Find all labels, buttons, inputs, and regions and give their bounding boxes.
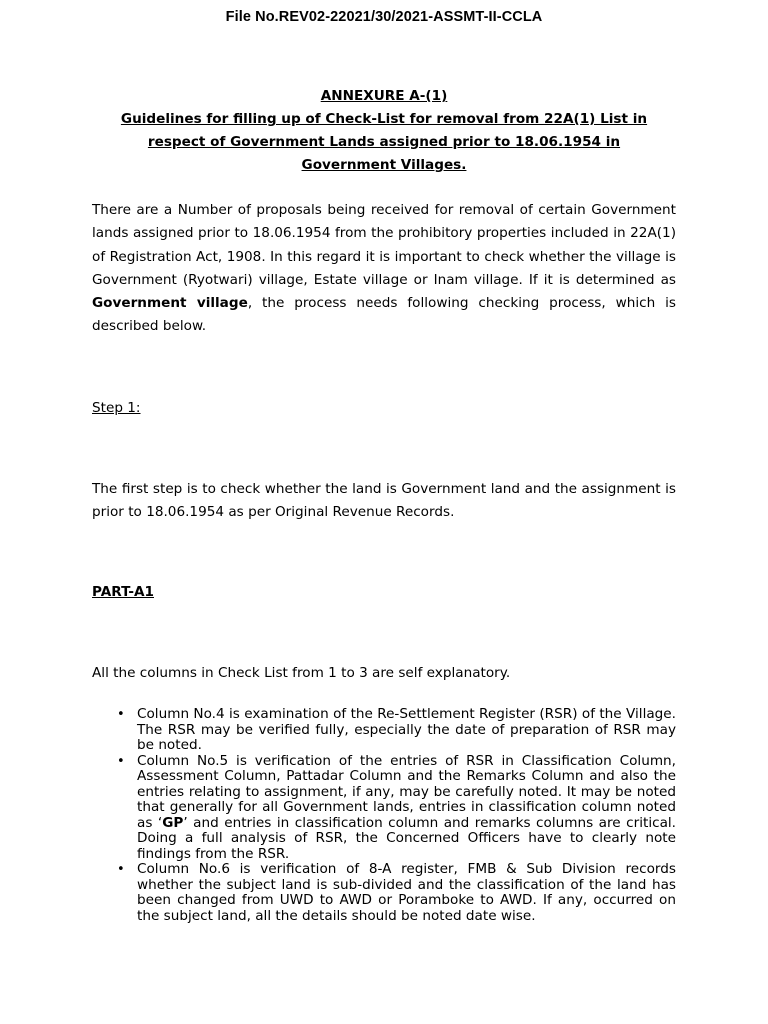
checklist-bullets: [117, 706, 676, 924]
intro-bold-term: Government village: [92, 295, 248, 312]
bullet-text: Column No.6 is verification of 8-A register, FMB & Sub Division records whether the subject land is sub-divided and the classification of the land has been changed from UWD to AWD or Poramboke to AWD. If any, occurred on the subject land, all the details should be noted date wise.: [137, 861, 676, 924]
part-a1-intro: All the columns in Check List from 1 to 3 are self explanatory.: [92, 665, 511, 681]
intro-paragraph: [92, 199, 676, 339]
bullet-text: Column No.4 is examination of the Re-Settlement Register (RSR) of the Village. The RSR may be verified fully, especially the date of preparation of RSR may be noted.: [137, 706, 676, 753]
bullet-text-before: Column No.5 is verification of the entries of RSR in Classification Column, Assessment Column, Pattadar Column and the Remarks Column and also the entries relating to assignment, if any, may be carefully noted. It may be noted that generally for all Government lands, entries in classification column noted as ‘: [137, 752, 676, 831]
annexure-label: ANNEXURE A-(1): [320, 88, 448, 104]
bullet-text-after: ’ and entries in classification column and remarks columns are critical. Doing a full analysis of RSR, the Concerned Officers have to clearly note findings from the RSR.: [137, 814, 676, 862]
part-a1-heading: PART-A1: [92, 584, 154, 600]
intro-text-before: There are a Number of proposals being received for removal of certain Government lands assigned prior to 18.06.1954 from the prohibitory properties included in 22A(1) of Registration Act, 1908. In this regard it is important to check whether the village is Government (Ryotwari) village, Estate village or Inam village. If it is determined as: [92, 202, 676, 288]
annexure-title-line-2: respect of Government Lands assigned prior to 18.06.1954 in: [147, 134, 621, 150]
bullet-icon: •: [117, 753, 125, 769]
annexure-title-line-1: Guidelines for filling up of Check-List for removal from 22A(1) List in: [120, 111, 648, 127]
bullet-icon: •: [117, 862, 125, 877]
list-item: [117, 706, 676, 754]
bullet-icon: •: [117, 707, 125, 722]
annexure-title: [92, 108, 676, 177]
intro-text-after: , the process needs following checking process, which is described below.: [92, 295, 676, 335]
list-item: [117, 861, 676, 924]
list-item: [117, 752, 676, 863]
annexure-heading-block: [92, 85, 676, 177]
file-number-header: File No.REV02-22021/30/2021-ASSMT-II-CCLA: [225, 9, 543, 25]
step-1-paragraph: The first step is to check whether the land is Government land and the assignment is prior to 18.06.1954 as per Original Revenue Records.: [92, 481, 676, 521]
bullet-bold-term: GP: [162, 814, 184, 831]
step-1-heading: Step 1:: [92, 400, 141, 416]
annexure-title-line-3: Government Villages.: [301, 157, 467, 173]
